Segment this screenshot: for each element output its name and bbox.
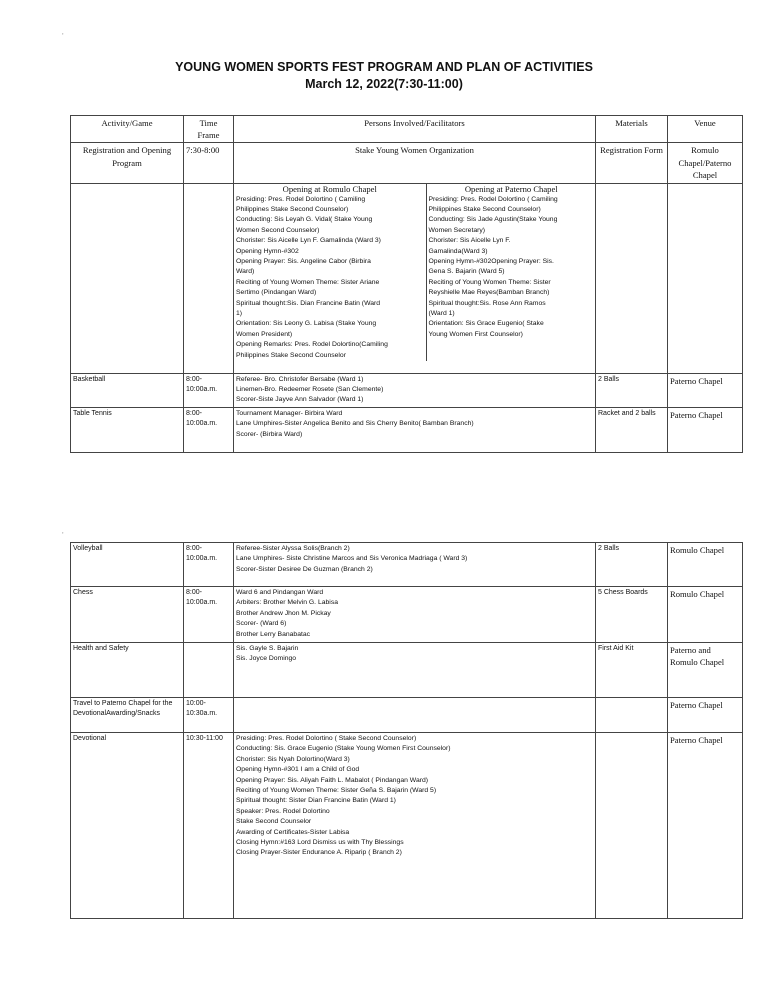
persons-cell	[234, 373, 596, 407]
schedule-table-page1	[70, 115, 743, 453]
venue-cell: Paterno and Romulo Chapel	[668, 643, 743, 698]
schedule-table-page2	[70, 542, 743, 919]
person-line: Reciting of Young Women Theme: Sister Geña S. Bajarin (Ward 5)	[236, 787, 437, 795]
header-venue: Venue	[668, 116, 743, 143]
materials-cell: 2 Balls	[596, 373, 668, 407]
person-line: Sertimo (Pindangan Ward)	[236, 289, 317, 297]
person-line: Scorer- (Birbira Ward)	[236, 430, 303, 438]
table-row	[71, 587, 743, 643]
person-line: Brother Lerry Banabatac	[236, 630, 311, 638]
person-line: Philippines Stake Second Counselor)	[236, 205, 349, 213]
time-cell: 10:30-11:00	[184, 733, 234, 919]
person-line: Ward)	[236, 268, 255, 276]
materials-cell: Racket and 2 balls	[596, 407, 668, 452]
venue-cell: Paterno Chapel	[668, 733, 743, 919]
person-line: Brother Andrew Jhon M. Pickay	[236, 609, 331, 617]
person-line: Spiritual thought:Sis. Dian Francine Batin (Ward	[236, 299, 381, 307]
venue-cell: Paterno Chapel	[668, 373, 743, 407]
person-line: Scorer- (Ward 6)	[236, 620, 287, 628]
person-line: Conducting: Sis Jade Agustin(Stake Young	[428, 216, 558, 224]
person-line: Stake Second Counselor	[236, 818, 312, 826]
person-line: Orientation: Sis Grace Eugenio( Stake	[428, 320, 544, 328]
materials-cell: First Aid Kit	[596, 643, 668, 698]
person-line: Reciting of Young Women Theme: Sister	[428, 278, 551, 286]
person-line: Women Second Counselor)	[236, 226, 320, 234]
person-line: Opening Remarks: Pres. Rodel Dolortino(Camiling	[236, 341, 388, 349]
opening-paterno-list	[429, 195, 595, 341]
person-line: Spiritual thought:Sis. Rose Ann Ramos	[428, 299, 546, 307]
activity-cell: Table Tennis	[71, 407, 184, 452]
activity-cell: Devotional	[71, 733, 184, 919]
person-line: Opening Hymn-#302	[236, 247, 299, 255]
person-line: Philippines Stake Second Counselor	[236, 351, 346, 359]
opening-romulo-title: Opening at Romulo Chapel	[282, 183, 377, 194]
person-line: Women President)	[236, 330, 293, 338]
person-line: Closing Hymn:#163 Lord Dismiss us with Thy Blessings	[236, 839, 404, 847]
person-line: Gena S. Bajarin (Ward 5)	[428, 268, 505, 276]
person-line: Referee- Bro. Christofer Bersabe (Ward 1)	[236, 375, 364, 383]
persons-cell	[234, 543, 596, 587]
materials-cell: 2 Balls	[596, 543, 668, 587]
header-activity: Activity/Game	[71, 116, 184, 143]
person-line: Referee-Sister Alyssa Solis(Branch 2)	[236, 545, 350, 552]
opening-romulo-list	[236, 195, 424, 362]
time-cell: 7:30-8:00	[184, 143, 234, 184]
activity-cell: Chess	[71, 587, 184, 643]
time-cell: 8:00-10:00a.m.	[184, 373, 234, 407]
person-line: Speaker: Pres. Rodel Dolortino	[236, 807, 330, 815]
persons-cell	[234, 643, 596, 698]
venue-cell: Paterno Chapel	[668, 698, 743, 733]
table-row	[71, 407, 743, 452]
header-materials: Materials	[596, 116, 668, 143]
document-title: YOUNG WOMEN SPORTS FEST PROGRAM AND PLAN OF ACTIVITIES	[175, 60, 593, 74]
time-cell: 8:00-10:00a.m.	[184, 543, 234, 587]
person-line: Scorer-Sister Desiree De Guzman (Branch 2)	[236, 565, 373, 573]
venue-cell: Romulo Chapel	[668, 587, 743, 643]
person-line: Presiding: Pres. Rodel Dolortino ( Camiling	[428, 195, 558, 203]
activity-cell: Travel to Paterno Chapel for the DevotionalAwarding/Snacks	[71, 698, 184, 733]
person-line: Opening Prayer: Sis. Aliyah Faith L. Mabalot ( Pindangan Ward)	[236, 776, 429, 784]
person-line: Spiritual thought: Sister Dian Francine Batin (Ward 1)	[236, 797, 396, 805]
table-row	[71, 733, 743, 919]
person-line: Sis. Gayle S. Bajarin	[236, 645, 299, 652]
person-line: Conducting: Sis Leyah G. Vidal( Stake Young	[236, 216, 373, 224]
person-line: Linemen-Bro. Redeemer Rosete (San Clemente)	[236, 385, 384, 393]
activity-cell: Volleyball	[71, 543, 184, 587]
persons-cell	[234, 407, 596, 452]
person-line: Reyshielle Mae Reyes(Bamban Branch)	[428, 289, 550, 297]
person-line: Chorister: Sis Aicelle Lyn F.	[428, 237, 511, 245]
activity-cell: Basketball	[71, 373, 184, 407]
person-line: 1)	[236, 309, 243, 317]
activity-cell: Registration and Opening Program	[71, 143, 184, 184]
header-time: Time Frame	[184, 116, 234, 143]
person-line: (Ward 1)	[428, 309, 455, 317]
person-line: Opening Hymn-#301 I am a Child of God	[236, 766, 360, 774]
materials-cell: Registration Form	[596, 143, 668, 184]
person-line: Tournament Manager- Birbira Ward	[236, 409, 343, 417]
person-line: Chorister: Sis Aicelle Lyn F. Gamalinda (Ward 3)	[236, 237, 381, 245]
table-row	[71, 143, 743, 184]
time-cell: 10:00-10:30a.m.	[184, 698, 234, 733]
persons-cell	[234, 587, 596, 643]
person-line: Reciting of Young Women Theme: Sister Ariane	[236, 278, 380, 286]
person-line: Conducting: Sis. Grace Eugenio (Stake Young Women First Counselor)	[236, 745, 451, 753]
venue-cell: Romulo Chapel	[668, 543, 743, 587]
header-persons: Persons Involved/Facilitators	[234, 116, 596, 143]
persons-cell	[234, 733, 596, 919]
person-line: Presiding: Pres. Rodel Dolortino ( Camiling	[236, 195, 366, 203]
table-row	[71, 543, 743, 587]
venue-cell: Paterno Chapel	[668, 407, 743, 452]
opening-cell	[234, 183, 596, 373]
activity-cell: Health and Safety	[71, 643, 184, 698]
person-line: Ward 6 and Pindangan Ward	[236, 589, 324, 596]
page-mark: ,	[62, 30, 64, 36]
person-line: Philippines Stake Second Counselor)	[428, 205, 541, 213]
person-line: Young Women First Counselor)	[428, 330, 523, 338]
table-row	[71, 373, 743, 407]
page-mark: ,	[62, 529, 64, 535]
time-cell: 8:00-10:00a.m.	[184, 407, 234, 452]
table-row	[71, 698, 743, 733]
opening-paterno-title: Opening at Paterno Chapel	[464, 183, 558, 194]
materials-cell: 5 Chess Boards	[596, 587, 668, 643]
person-line: Women Secretary)	[428, 226, 486, 234]
person-line: Arbiters: Brother Melvin G. Labisa	[236, 599, 338, 607]
document-date: March 12, 2022(7:30-11:00)	[305, 77, 463, 91]
table-row	[71, 643, 743, 698]
table-row	[71, 183, 743, 373]
persons-cell: Stake Young Women Organization	[234, 143, 596, 184]
person-line: Orientation: Sis Leony G. Labisa (Stake Young	[236, 320, 377, 328]
person-line: Opening Prayer: Sis. Angeline Cabor (Birbira	[236, 257, 371, 265]
person-line: Lane Umphires- Siste Christine Marcos and Sis Veronica Madriaga ( Ward 3)	[236, 555, 468, 563]
person-line: Awarding of Certificates-Sister Labisa	[236, 828, 350, 836]
person-line: Closing Prayer-Sister Endurance A. Riparip ( Branch 2)	[236, 849, 402, 857]
person-line: Scorer-Siste Jayve Ann Salvador (Ward 1)	[236, 396, 364, 404]
person-line: Presiding: Pres. Rodel Dolortino ( Stake Second Counselor)	[236, 735, 417, 742]
venue-cell: Romulo Chapel/Paterno Chapel	[668, 143, 743, 184]
person-line: Opening Hymn-#302Opening Prayer: Sis.	[428, 257, 554, 265]
time-cell: 8:00-10:00a.m.	[184, 587, 234, 643]
person-line: Lane Umphires-Sister Angelica Benito and Sis Cherry Benito( Bamban Branch)	[236, 420, 474, 428]
person-line: Chorister: Sis Nyah Dolortino(Ward 3)	[236, 755, 350, 763]
person-line: Gamalinda(Ward 3)	[428, 247, 488, 255]
person-line: Sis. Joyce Domingo	[236, 655, 297, 663]
